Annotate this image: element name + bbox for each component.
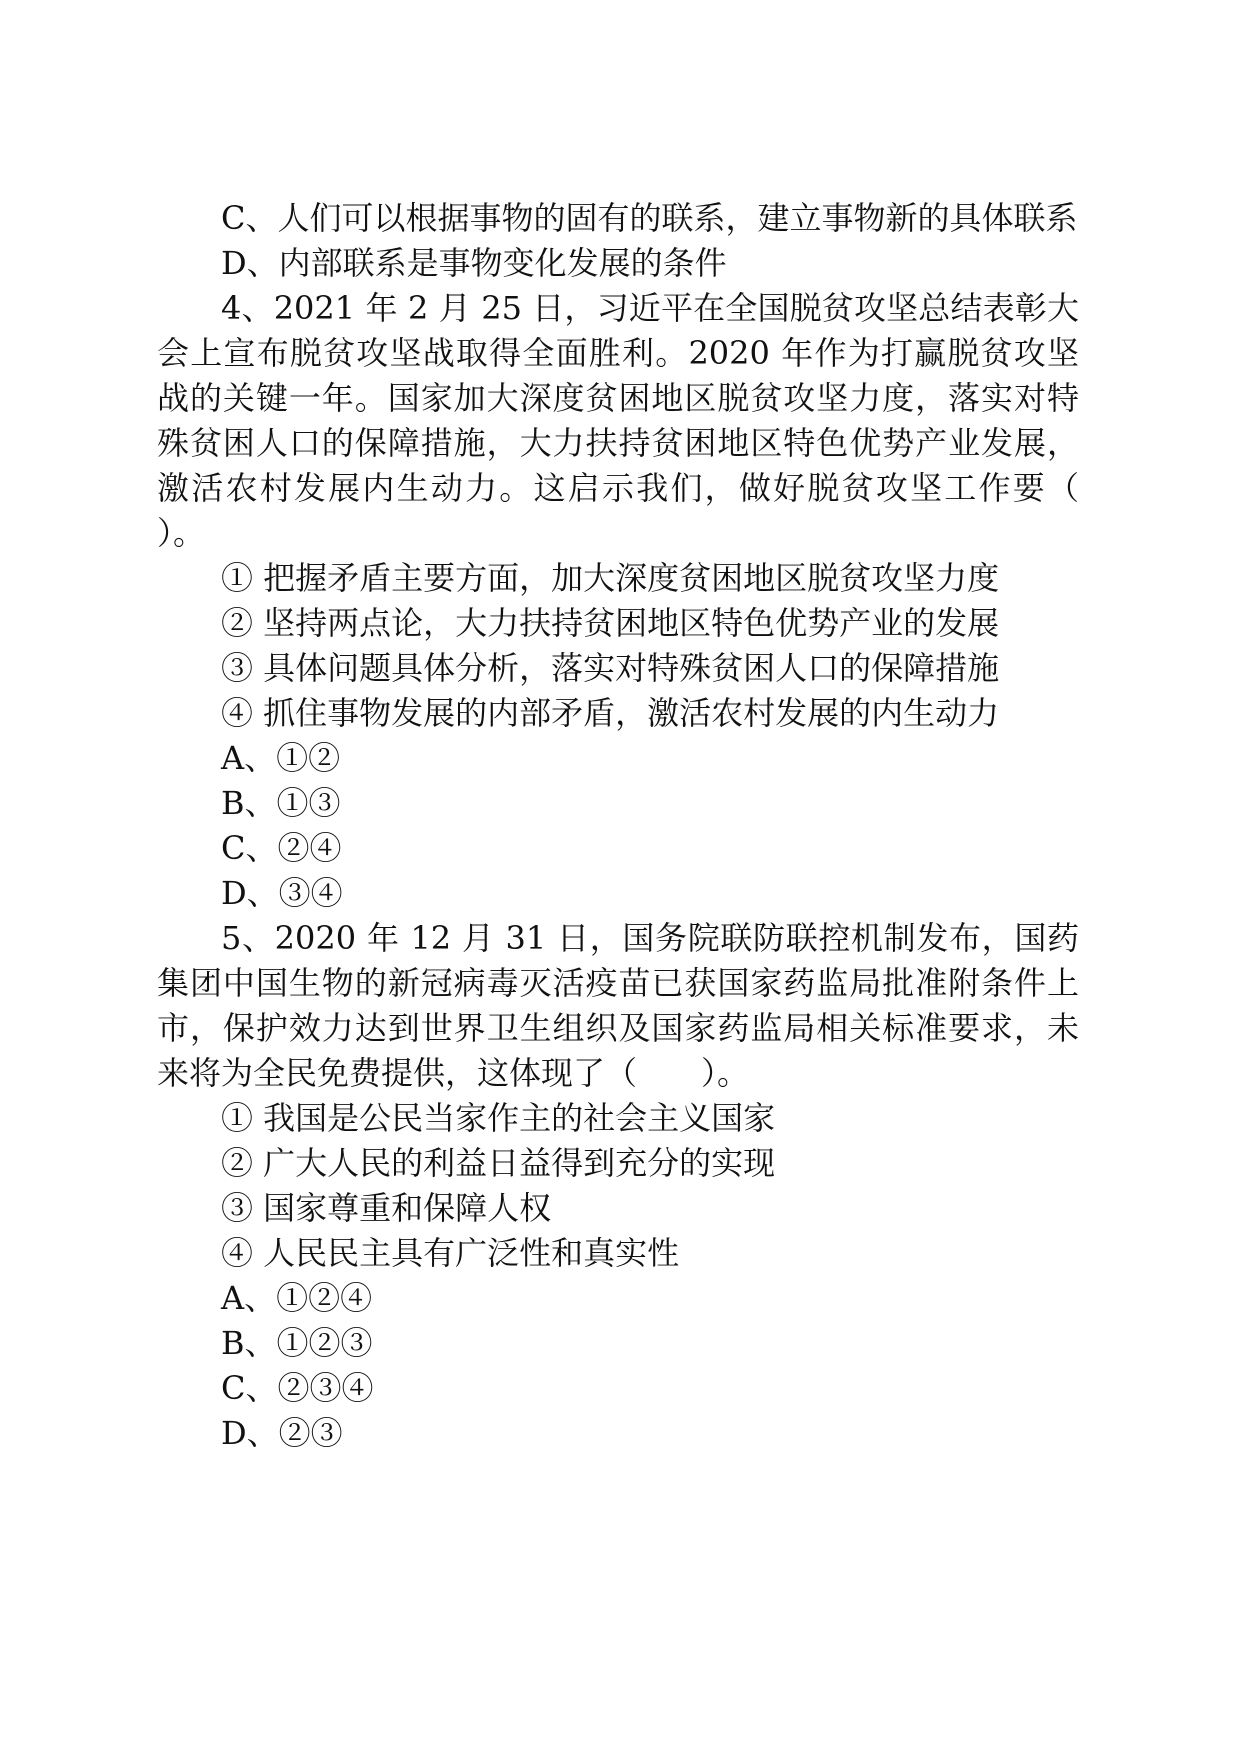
q5-option-c: C、②③④ (221, 1369, 374, 1407)
q4-statement-3: ③ 具体问题具体分析，落实对特殊贫困人口的保障措施 (221, 649, 1000, 687)
q5-option-a: A、①②④ (221, 1279, 373, 1317)
q5-statement-1: ① 我国是公民当家作主的社会主义国家 (221, 1099, 776, 1137)
q3-option-c: C、人们可以根据事物的固有的联系，建立事物新的具体联系 (221, 199, 1078, 237)
q5-option-b: B、①②③ (221, 1324, 373, 1362)
q4-option-c: C、②④ (221, 829, 342, 867)
q5-statement-2: ② 广大人民的利益日益得到充分的实现 (221, 1144, 776, 1182)
document-page (157, 196, 1144, 1456)
q3-option-d: D、内部联系是事物变化发展的条件 (221, 244, 727, 282)
q5-stem: 5、2020 年 12 月 31 日，国务院联防联控机制发布，国药集团中国生物的新冠病毒灭活疫苗已获国家药监局批准附条件上市，保护效力达到世界卫生组织及国家药监局相关标准要求，未来将为全民免费提供，这体现了（ ）。 (157, 919, 1079, 1092)
q5-statement-4: ④ 人民民主具有广泛性和真实性 (221, 1234, 680, 1272)
q5-statement-3: ③ 国家尊重和保障人权 (221, 1189, 552, 1227)
q4-option-b: B、①③ (221, 784, 341, 822)
q4-option-d: D、③④ (221, 874, 343, 912)
q4-option-a: A、①② (221, 739, 341, 777)
q4-statement-2: ② 坚持两点论，大力扶持贫困地区特色优势产业的发展 (221, 604, 1000, 642)
q4-stem: 4、2021 年 2 月 25 日，习近平在全国脱贫攻坚总结表彰大会上宣布脱贫攻坚战取得全面胜利。2020 年作为打赢脱贫攻坚战的关键一年。国家加大深度贫困地区脱贫攻坚力度，落实对特殊贫困人口的保障措施，大力扶持贫困地区特色优势产业发展，激活农村发展内生动力。这启示我们，做好脱贫攻坚工作要（ ）。 (157, 289, 1144, 552)
q4-statement-1: ① 把握矛盾主要方面，加大深度贫困地区脱贫攻坚力度 (221, 559, 1000, 597)
q4-statement-4: ④ 抓住事物发展的内部矛盾，激活农村发展的内生动力 (221, 694, 1000, 732)
q5-option-d: D、②③ (221, 1414, 343, 1452)
